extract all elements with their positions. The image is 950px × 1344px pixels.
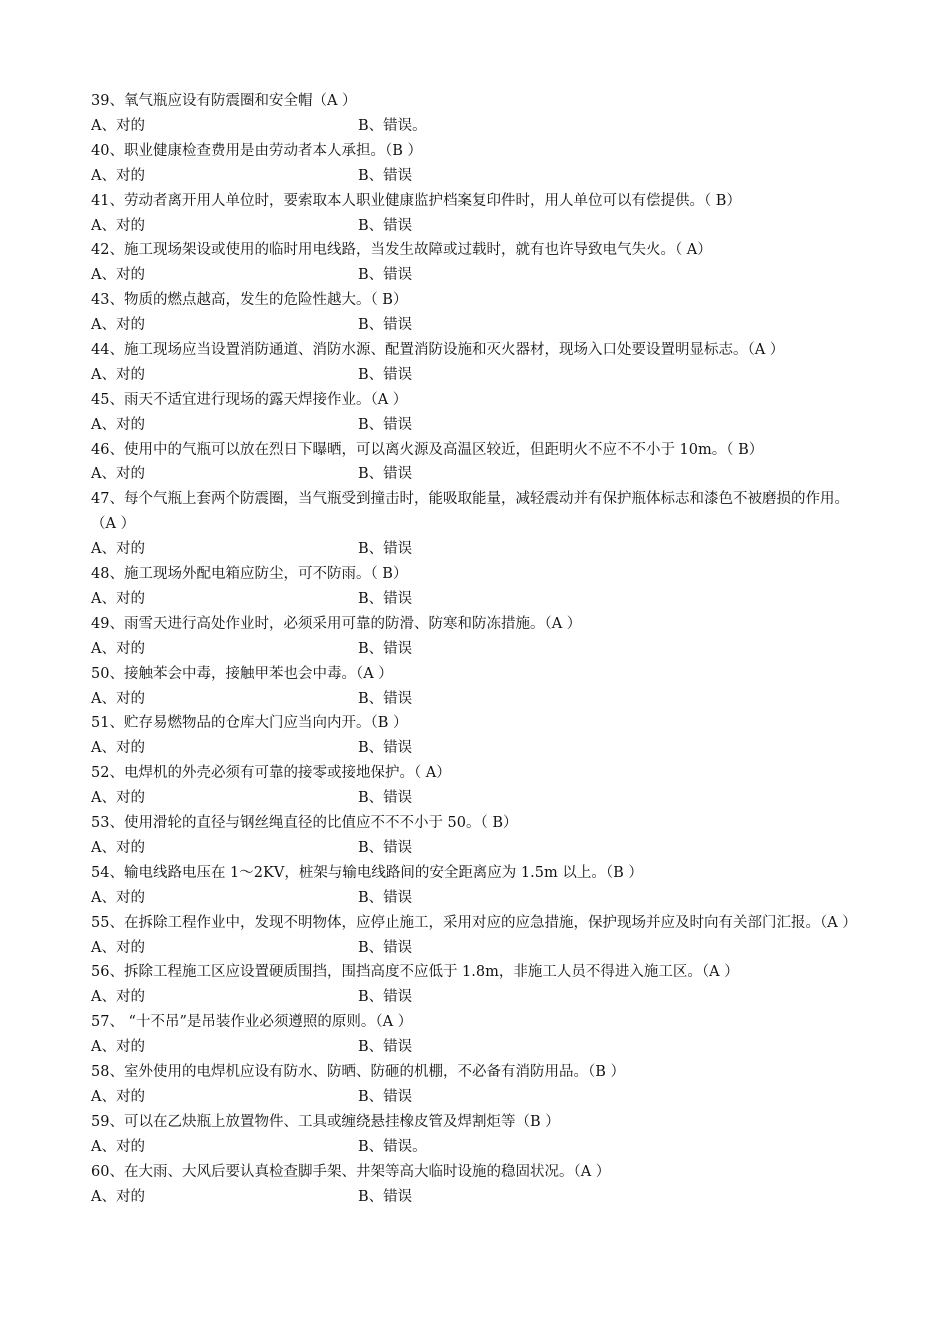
option-a-true: A、对的 [91, 839, 145, 856]
option-b-false: B、错误 [358, 889, 413, 906]
question-item [91, 811, 861, 861]
answer-options [91, 313, 861, 338]
question-text: 56、拆除工程施工区应设置硬质围挡，围挡高度不应低于 1.8m，非施工人员不得进入施工区。（A ） [91, 964, 739, 981]
question-item [91, 1110, 861, 1160]
option-b-false: B、错误 [358, 366, 413, 383]
option-b-false: B、错误 [358, 1188, 413, 1205]
question-text: 40、职业健康检查费用是由劳动者本人承担。（B ） [91, 142, 422, 159]
question-item [91, 139, 861, 189]
question-text: 58、室外使用的电焊机应设有防水、防晒、防砸的机棚，不必备有消防用品。（B ） [91, 1064, 625, 1081]
answer-options [91, 214, 861, 239]
question-item [91, 861, 861, 911]
option-b-false: B、错误。 [358, 117, 427, 134]
question-item [91, 388, 861, 438]
option-b-false: B、错误 [358, 690, 413, 707]
option-b-false: B、错误 [358, 740, 413, 757]
answer-options [91, 1085, 861, 1110]
question-item [91, 612, 861, 662]
question-text: 57、 “十不吊”是吊装作业必须遵照的原则。（A ） [91, 1014, 413, 1031]
option-a-true: A、对的 [91, 317, 145, 334]
option-a-true: A、对的 [91, 217, 145, 234]
option-b-false: B、错误。 [358, 1138, 427, 1155]
answer-options [91, 836, 861, 861]
question-text: 59、可以在乙炔瓶上放置物件、工具或缠绕悬挂橡皮管及焊割炬等（B ） [91, 1113, 560, 1130]
answer-options [91, 786, 861, 811]
option-b-false: B、错误 [358, 267, 413, 284]
question-text: 48、施工现场外配电箱应防尘，可不防雨。（ B） [91, 566, 408, 583]
question-item [91, 711, 861, 761]
option-b-false: B、错误 [358, 416, 413, 433]
question-text: 45、雨天不适宜进行现场的露天焊接作业。（A ） [91, 391, 408, 408]
option-b-false: B、错误 [358, 1039, 413, 1056]
question-item [91, 1060, 861, 1110]
question-text: 42、施工现场架设或使用的临时用电线路，当发生故障或过载时，就有也许导致电气失火。（ A） [91, 242, 712, 259]
option-b-false: B、错误 [358, 839, 413, 856]
option-a-true: A、对的 [91, 466, 145, 483]
option-b-false: B、错误 [358, 167, 413, 184]
option-a-true: A、对的 [91, 541, 145, 558]
question-item [91, 1160, 861, 1210]
option-b-false: B、错误 [358, 790, 413, 807]
answer-options [91, 1035, 861, 1060]
question-item [91, 438, 861, 488]
option-a-true: A、对的 [91, 790, 145, 807]
question-item [91, 761, 861, 811]
option-a-true: A、对的 [91, 1138, 145, 1155]
question-item [91, 89, 861, 139]
option-b-false: B、错误 [358, 466, 413, 483]
option-a-true: A、对的 [91, 117, 145, 134]
answer-options [91, 985, 861, 1010]
option-a-true: A、对的 [91, 740, 145, 757]
option-b-false: B、错误 [358, 939, 413, 956]
question-text: 41、劳动者离开用人单位时，要索取本人职业健康监护档案复印件时，用人单位可以有偿提供。（ B） [91, 192, 741, 209]
option-a-true: A、对的 [91, 1088, 145, 1105]
question-item [91, 562, 861, 612]
question-item [91, 338, 861, 388]
answer-options [91, 1135, 861, 1160]
question-text: 39、氧气瓶应设有防震圈和安全帽（A ） [91, 93, 357, 109]
question-item [91, 238, 861, 288]
answer-options [91, 587, 861, 612]
answer-options [91, 537, 861, 562]
answer-options [91, 936, 861, 961]
option-b-false: B、错误 [358, 989, 413, 1006]
answer-options [91, 363, 861, 388]
option-a-true: A、对的 [91, 1039, 145, 1056]
question-list [91, 89, 861, 1209]
question-text: 46、使用中的气瓶可以放在烈日下曝晒，可以离火源及高温区较近，但距明火不应不不小于 10m。（ B） [91, 441, 764, 458]
answer-options [91, 164, 861, 189]
option-b-false: B、错误 [358, 1088, 413, 1105]
question-text: 54、输电线路电压在 1～2KV，桩架与输电线路间的安全距离应为 1.5m 以上。（B ） [91, 864, 643, 881]
question-text: 44、施工现场应当设置消防通道、消防水源、配置消防设施和灭火器材，现场入口处要设置明显标志。（A ） [91, 341, 785, 358]
question-text: 43、物质的燃点越高，发生的危险性越大。（ B） [91, 292, 408, 309]
answer-options [91, 1185, 861, 1210]
question-text: 53、使用滑轮的直径与钢丝绳直径的比值应不不不小于 50。（ B） [91, 815, 518, 832]
question-text: 55、在拆除工程作业中，发现不明物体，应停止施工，采用对应的应急措施，保护现场并应及时向有关部门汇报。（A ） [91, 914, 857, 931]
question-item [91, 662, 861, 712]
question-item [91, 1010, 861, 1060]
question-item [91, 487, 861, 562]
option-a-true: A、对的 [91, 640, 145, 657]
answer-options [91, 462, 861, 487]
question-text: 51、贮存易燃物品的仓库大门应当向内开。（B ） [91, 715, 408, 732]
option-b-false: B、错误 [358, 640, 413, 657]
question-item [91, 960, 861, 1010]
answer-options [91, 114, 861, 139]
question-text: 50、接触苯会中毒，接触甲苯也会中毒。（A ） [91, 665, 393, 682]
option-a-true: A、对的 [91, 1188, 145, 1205]
option-b-false: B、错误 [358, 317, 413, 334]
option-a-true: A、对的 [91, 889, 145, 906]
question-text: 47、每个气瓶上套两个防震圈，当气瓶受到撞击时，能吸取能量，减轻震动并有保护瓶体标志和漆色不被磨损的作用。（A ） [91, 491, 849, 533]
answer-options [91, 263, 861, 288]
option-a-true: A、对的 [91, 989, 145, 1006]
option-a-true: A、对的 [91, 267, 145, 284]
answer-options [91, 637, 861, 662]
option-b-false: B、错误 [358, 217, 413, 234]
option-a-true: A、对的 [91, 167, 145, 184]
question-text: 49、雨雪天进行高处作业时，必须采用可靠的防滑、防寒和防冻措施。（A ） [91, 615, 582, 632]
option-a-true: A、对的 [91, 366, 145, 383]
option-a-true: A、对的 [91, 939, 145, 956]
question-text: 52、电焊机的外壳必须有可靠的接零或接地保护。（ A） [91, 765, 451, 782]
option-a-true: A、对的 [91, 416, 145, 433]
answer-options [91, 413, 861, 438]
option-a-true: A、对的 [91, 590, 145, 607]
question-item [91, 911, 861, 961]
option-b-false: B、错误 [358, 590, 413, 607]
question-item [91, 288, 861, 338]
question-item [91, 189, 861, 239]
question-text: 60、在大雨、大风后要认真检查脚手架、井架等高大临时设施的稳固状况。（A ） [91, 1163, 611, 1180]
option-b-false: B、错误 [358, 541, 413, 558]
answer-options [91, 886, 861, 911]
answer-options [91, 687, 861, 712]
answer-options [91, 736, 861, 761]
option-a-true: A、对的 [91, 690, 145, 707]
